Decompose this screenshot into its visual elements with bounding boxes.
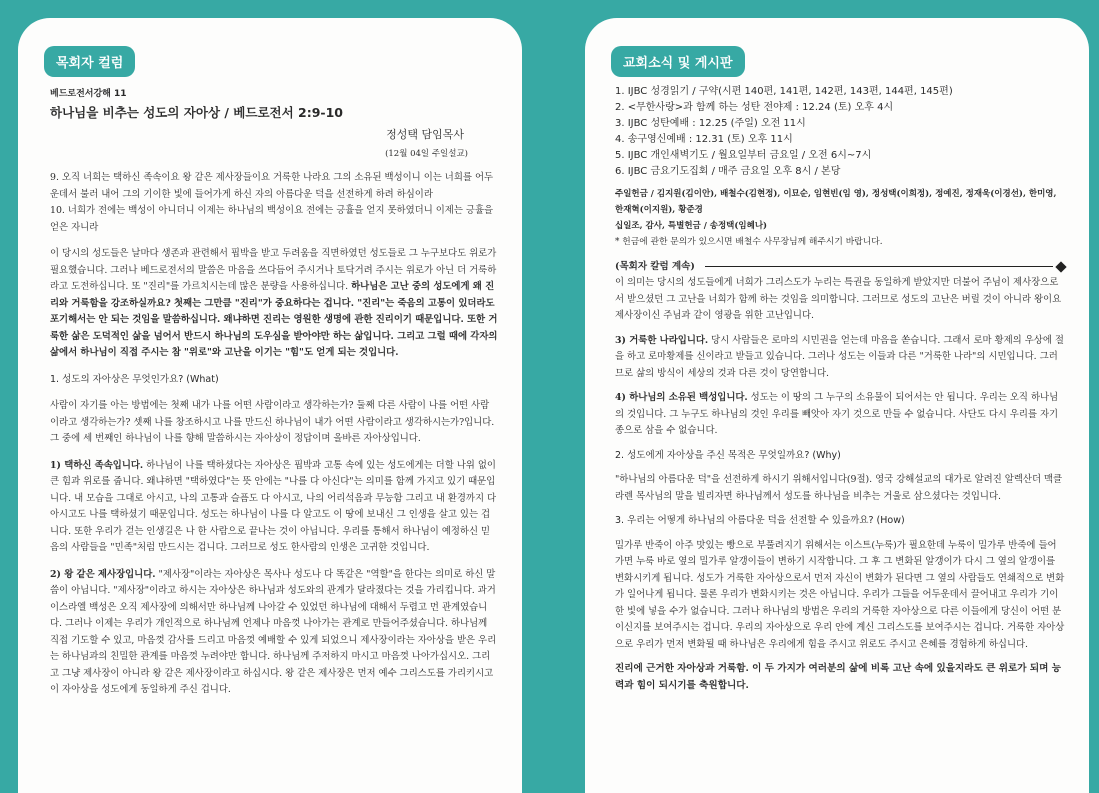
section-heading-how: 3. 우리는 어떻게 하나님의 아름다운 덕을 선전할 수 있을까요? (How) (615, 515, 905, 526)
column-continued-label: (목회자 칼럼 계속) (615, 260, 695, 272)
right-content (615, 84, 1065, 694)
sermon-date: (12월 04일 주일설교) (385, 148, 468, 159)
sermon-title: 하나님을 비추는 성도의 자아상 / 베드로전서 2:9-10 (50, 104, 344, 120)
tithe-list: 십일조, 감사, 특별헌금 / 송정택(임혜나) (615, 221, 768, 231)
church-news-badge: 교회소식 및 게시판 (611, 46, 745, 77)
pastor-column-badge: 목회자 컬럼 (44, 46, 135, 77)
notice-item: 6. IJBC 금요기도집회 / 매주 금요일 오후 8시 / 본당 (615, 166, 841, 177)
section-heading-what: 1. 성도의 자아상은 무엇인가요? (What) (50, 373, 219, 385)
notice-item: 3. IJBC 성탄예배 : 12.25 (주일) 오전 11시 (615, 118, 806, 129)
column-paragraph: 이 의미는 당시의 성도들에게 너희가 그리스도가 누리는 특권을 동일하게 받았지만 더불어 주님이 제사장으로서 받으셨던 그 고난을 너희가 함께 하는 것임을 의미합니다. 그러므로 성도의 고난은 버릴 것이 아니라 왕이요 제사장이신 주님과 같이 영광을 위한 고난입니다. (615, 277, 1062, 321)
notice-item: 2. <무한사랑>과 함께 하는 성탄 전야제 : 12.24 (토) 오후 4시 (615, 102, 894, 113)
why-paragraph: "하나님의 아름다운 덕"을 선전하게 하시기 위해서입니다(9절). 영국 강해설교의 대가로 알려진 알렉산더 맥클라렌 목사님의 말을 빌리자면 하나님께서 성도를 하나님을 비추는 거울로 삼으셨다는 것입니다. (615, 474, 1063, 502)
how-paragraph: 밀가루 반죽이 아주 맛있는 빵으로 부풀려지기 위해서는 이스트(누룩)가 필요한데 누룩이 밀가루 반죽에 들어가면 누룩 바로 옆의 밀가루 알갱이들이 변하기 시작합니다. 그 후 그 변화된 알갱이가 다시 그 옆의 알갱이를 변화시키게 됩니다. 성도가 거룩한 자아상으로서 먼저 자신이 변화가 된다면 그 옆의 사람들도 연쇄적으로 변화가 일어나게 됩니다. 물론 우리가 변화시키는 것은 아닙니다. 우리가 그들을 어두운데서 끌어내고 우리가 기이한 빛에 넣을 수가 없습니다. 그러나 하나님의 방법은 우리의 거룩한 자아상으로 다른 이들에게 당신이 어떤 분이신지를 보여주시는 겁니다. 우리의 자아상으로 우리 안에 계신 그리스도를 보여주시는 겁니다. 거룩한 자아상으로 우리가 먼저 변화될 때 하나님은 우리에게 힘을 주시고 위로도 주시고 은혜를 경험하게 하십니다. (615, 539, 1065, 650)
notice-list (615, 84, 1065, 180)
right-page (585, 18, 1089, 793)
notice-item: 5. IJBC 개인새벽기도 / 월요일부터 금요일 / 오전 6시~7시 (615, 150, 872, 161)
scripture-verse-10: 10. 너희가 전에는 백성이 아니더니 이제는 하나님의 백성이요 전에는 긍휼을 얻지 못하였더니 이제는 긍휼을 얻은 자니라 (50, 205, 494, 233)
intro-paragraph: 이 당시의 성도들은 날마다 생존과 관련해서 핍박을 받고 두려움을 직면하였던 성도들로 그 누구보다도 위로가 필요했습니다. 그러나 베드로전서의 말씀은 마음을 쓰다듬어 주시거나 토닥거려 주시는 위로가 아닌 더 거룩하라고 도전하십니다. 또 "진리"를 가르치시는데 많은 분량을 사용하십니다. 하나님은 고난 중의 성도에게 왜 진리와 거룩함을 강조하실까요? 첫째는 그만큼 "진리"가 중요하다는 겁니다. "진리"는 죽음의 고통이 있더라도 포기해서는 안 되는 것임을 말씀하십니다. 왜냐하면 진리는 영원한 생명에 관한 진리이기 때문입니다. 또한 거룩한 삶은 도덕적인 삶을 넘어서 반드시 하나님의 도우심을 받아야만 하는 삶입니다. 그리고 그럴 때에 각자의 삶에서 하나님이 직접 주시는 참 "위로"와 고난을 이기는 "힘"도 얻게 되는 것입니다. (50, 248, 498, 358)
section-heading-why: 2. 성도에게 자아상을 주신 목적은 무엇일까요? (Why) (615, 449, 841, 461)
left-content (50, 84, 498, 699)
sermon-series: 베드로전서강해 11 (50, 89, 127, 99)
offering-list: 주일헌금 / 김지원(김이안), 배철수(김현정), 이묘순, 임현빈(임 영), 정성택(이희정), 정예진, 정재욱(이경선), 한미영, 한재혁(이지원), 황준경 (615, 189, 1057, 215)
closing-paragraph: 진리에 근거한 자아상과 거룩함. 이 두 가지가 여러분의 삶에 비록 고난 속에 있을지라도 큰 위로가 되며 능력과 힘이 되시기를 축원합니다. (615, 663, 1062, 691)
diamond-icon (1055, 261, 1066, 272)
left-page (18, 18, 522, 793)
holy-nation-paragraph: 3) 거룩한 나라입니다. 당시 사람들은 로마의 시민권을 얻는데 마음을 쏟습니다. 그래서 로마 황제의 우상에 절을 하고 로마황제를 신이라고 받들고 있습니다. 그러나 성도는 이들과 다른 "거룩한 나라"의 시민입니다. 그러므로 삶의 방식이 세상의 것과 다른 것이 당연합니다. (615, 334, 1064, 379)
sermon-author: 정성택 담임목사 (386, 128, 464, 141)
offering-note: * 헌금에 관한 문의가 있으시면 배철수 사무장님께 해주시기 바랍니다. (615, 237, 883, 247)
column-continued-header (615, 259, 1065, 276)
notice-item: 4. 송구영신예배 : 12.31 (토) 오후 11시 (615, 134, 793, 145)
gods-people-paragraph: 4) 하나님의 소유된 백성입니다. 성도는 이 땅의 그 누구의 소유물이 되어서는 안 됩니다. 우리는 오직 하나님의 것입니다. 그 누구도 하나님의 것인 우리를 빼앗아 자기 것으로 만들 수 없습니다. 사단도 다시 우리를 자기 종으로 삼을 수 없습니다. (615, 392, 1059, 436)
royal-priesthood-paragraph: 2) 왕 같은 제사장입니다. "제사장"이라는 자아상은 목사나 성도나 다 똑같은 "역할"을 한다는 의미로 하신 말씀이 아닙니다. "제사장"이라고 하시는 자아상은 하나님과 성도와의 관계가 달라졌다는 것을 가리킵니다. 과거 이스라엘 백성은 오직 제사장에 의해서만 하나님께 나아갈 수 있었던 하나님에 대해서 두렵고 먼 관계였습니다. 그러나 이제는 우리가 개인적으로 하나님께 언제나 마음껏 나아가는 관계로 만들어주셨습니다. 하나님께 직접 기도할 수 있고, 마음껏 감사를 드리고 마음껏 예배할 수 있게 되었으니 제사장이라는 자아상을 받은 우리는 하나님과의 친밀한 관계를 마음껏 누려야만 합니다. 하나님께 주저하지 마시고 마음껏 나아가십시오. 그리고 그냥 제사장이 아니라 왕 같은 제사장이라고 하십시다. 왕 같은 제사장은 먼저 예수 그리스도를 가리키시고 이 자아상을 성도에게 동일하게 주신 겁니다. (50, 568, 497, 695)
chosen-people-paragraph: 1) 택하신 족속입니다. 하나님이 나를 택하셨다는 자아상은 핍박과 고통 속에 있는 성도에게는 더할 나위 없이 큰 힘과 위로를 줍니다. 왜냐하면 "택하였다"는 뜻 안에는 "나를 다 아신다"는 의미를 함께 가지고 있기 때문입니다. 내 모습을 그대로 아시고, 나의 고통과 슬픔도 다 아시고, 나의 어리석음과 무능함 그리고 내 환경까지 다 아시고도 나를 택하셨기 때문입니다. 성도는 하나님이 나를 다 알고도 이 땅에 보내신 그 인생을 살고 있는 겁니다. 또한 우리가 걷는 인생길은 나 한 사람으로 끝나는 것이 아닙니다. 우리를 통해서 하나님이 예정하신 믿음의 사람들을 "민족"처럼 만드시는 겁니다. 그러므로 성도 한사람의 인생은 고귀한 것입니다. (50, 459, 497, 553)
notice-item: 1. IJBC 성경읽기 / 구약(시편 140편, 141편, 142편, 143편, 144편, 145편) (615, 86, 953, 97)
scripture-verse-9: 9. 오직 너희는 택하신 족속이요 왕 같은 제사장들이요 거룩한 나라요 그의 소유된 백성이니 이는 너희를 어두운데서 불러 내어 그의 기이한 빛에 들어가게 하신 자의 아름다운 덕을 선전하게 하려 하심이라 (50, 172, 494, 200)
what-paragraph: 사람이 자기를 아는 방법에는 첫째 내가 나를 어떤 사람이라고 생각하는가? 둘째 다른 사람이 나를 어떤 사람이라고 생각하는가? 셋째 나를 창조하시고 나를 만드신 하나님이 내가 어떤 사람이라고 생각하시는가?입니다. 그 중에 세 번째인 하나님이 나를 향해 말씀하시는 자아상이 정답이며 올바른 자아상입니다. (50, 400, 495, 444)
divider-line (705, 266, 1053, 267)
